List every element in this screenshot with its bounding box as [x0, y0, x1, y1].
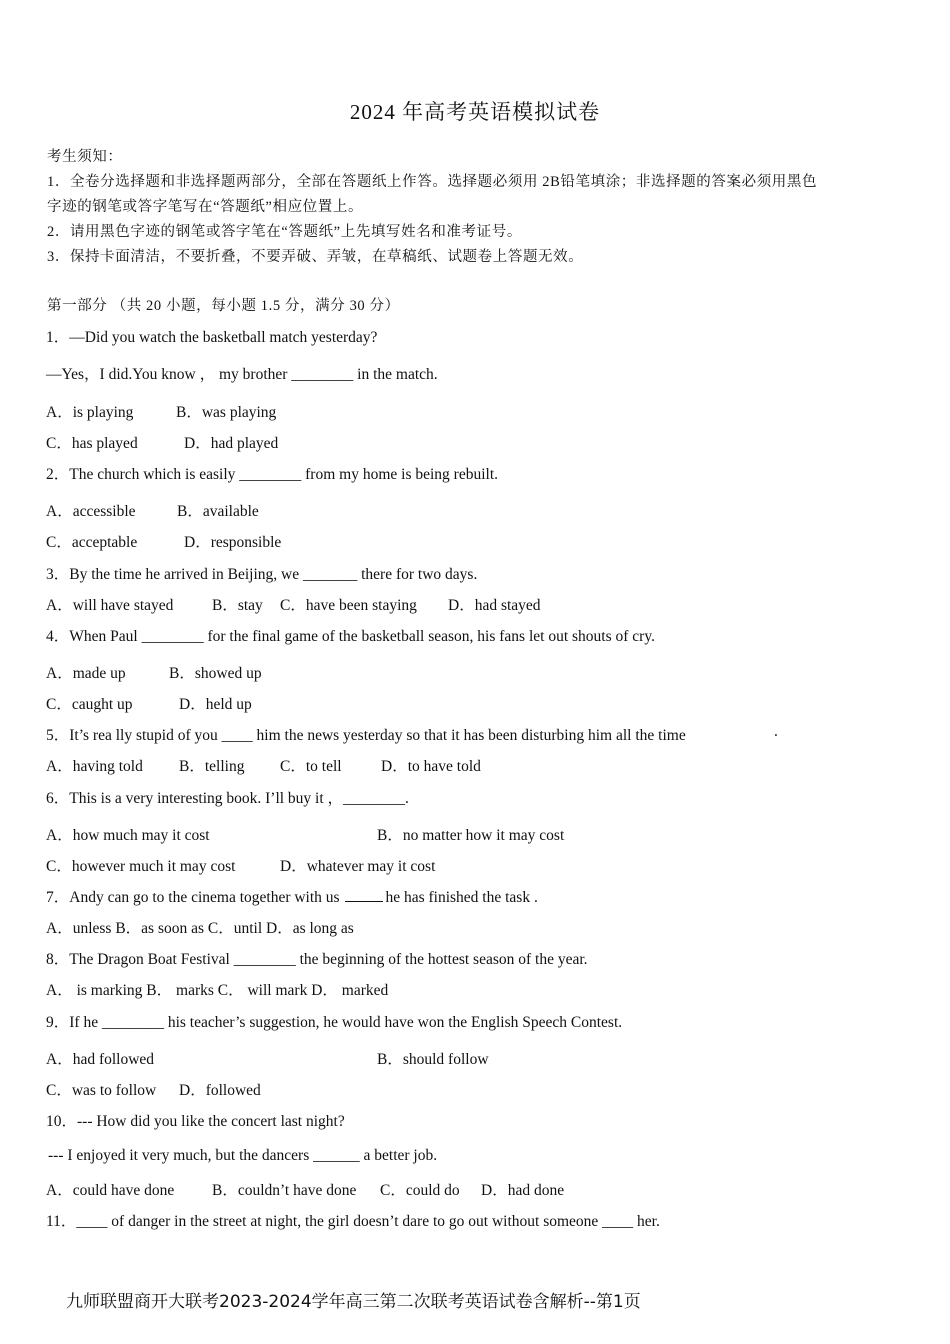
option-a: A．could have done	[46, 1182, 175, 1199]
question-stem-part: 7．Andy can go to the cinema together with us	[46, 889, 340, 906]
notice-item: 3．保持卡面清洁，不要折叠，不要弄破、弄皱，在草稿纸、试题卷上答题无效。	[47, 249, 584, 265]
option-a: A．how much may it cost	[46, 827, 210, 844]
question-stem: 6．This is a very interesting book. I’ll buy it ，________.	[46, 790, 409, 807]
question-stem: 11．____ of danger in the street at night, the girl doesn’t dare to go out without someone ____ her.	[46, 1213, 660, 1230]
notice-item: 1．全卷分选择题和非选择题两部分，全部在答题纸上作答。选择题必须用 2B铅笔填涂；非选择题的答案必须用黑色	[47, 174, 818, 190]
question-stem: 5．It’s rea lly stupid of you ____ him the news yesterday so that it has been disturbing him all the time	[46, 727, 686, 744]
option-b: B．was playing	[176, 404, 277, 421]
option-a: A．made up	[46, 665, 126, 682]
option-b: B．showed up	[169, 665, 262, 682]
option-c: C．however much it may cost	[46, 858, 236, 875]
question-stem	[46, 885, 538, 907]
option-a: A．will have stayed	[46, 597, 174, 614]
option-d: D．held up	[179, 696, 252, 713]
option-d: D．had played	[184, 435, 279, 452]
option-a: A．had followed	[46, 1051, 155, 1068]
option-c: C．acceptable	[46, 534, 138, 551]
question-stem: 4．When Paul ________ for the final game of the basketball season, his fans let out shouts of cry.	[46, 628, 655, 645]
option-d: D．followed	[179, 1082, 261, 1099]
question-stem: --- I enjoyed it very much, but the dancers ______ a better job.	[48, 1147, 438, 1164]
question-stem: —Yes，I did.You know ， my brother ________ in the match.	[46, 366, 438, 383]
option-c: C．could do	[380, 1182, 460, 1199]
options-line: A．unless B．as soon as C．until D．as long as	[46, 920, 354, 937]
answer-blank	[345, 889, 383, 902]
option-c: C．has played	[46, 435, 138, 452]
notice-item: 2．请用黑色字迹的钢笔或答字笔在“答题纸”上先填写姓名和准考证号。	[47, 224, 522, 240]
option-c: C．have been staying	[280, 597, 417, 614]
question-stem: 1．—Did you watch the basketball match yesterday?	[46, 329, 378, 346]
page-footer: 九师联盟商开大联考2023-2024学年高三第二次联考英语试卷含解析--第1页	[66, 1292, 641, 1312]
question-stem: 10．--- How did you like the concert last night?	[46, 1113, 345, 1130]
option-d: D．responsible	[184, 534, 282, 551]
option-b: B．telling	[179, 758, 245, 775]
option-c: C．to tell	[280, 758, 342, 775]
option-d: D．whatever may it cost	[280, 858, 436, 875]
option-a: A．is playing	[46, 404, 134, 421]
options-line: A． is marking B． marks C． will mark D． marked	[46, 982, 389, 999]
section-heading: 第一部分 （共 20 小题，每小题 1.5 分，满分 30 分）	[47, 298, 400, 314]
option-a: A．having told	[46, 758, 143, 775]
option-c: C．was to follow	[46, 1082, 157, 1099]
question-stem: 2．The church which is easily ________ from my home is being rebuilt.	[46, 466, 498, 483]
option-b: B．stay	[212, 597, 263, 614]
option-d: D．to have told	[381, 758, 481, 775]
option-a: A．accessible	[46, 503, 136, 520]
question-stem-part: he has finished the task .	[385, 889, 538, 906]
notice-item: 字迹的钢笔或答字笔写在“答题纸”相应位置上。	[47, 199, 364, 215]
option-b: B．available	[177, 503, 259, 520]
question-end-mark: .	[774, 723, 778, 740]
option-c: C．caught up	[46, 696, 133, 713]
question-stem: 8．The Dragon Boat Festival ________ the beginning of the hottest season of the year.	[46, 951, 588, 968]
notice-heading: 考生须知：	[47, 149, 123, 165]
option-b: B．no matter how it may cost	[377, 827, 565, 844]
question-stem: 9．If he ________ his teacher’s suggestion, he would have won the English Speech Contest.	[46, 1014, 623, 1031]
option-d: D．had done	[481, 1182, 565, 1199]
option-b: B．couldn’t have done	[212, 1182, 357, 1199]
option-b: B．should follow	[377, 1051, 489, 1068]
option-d: D．had stayed	[448, 597, 541, 614]
page-title: 2024 年高考英语模拟试卷	[349, 100, 601, 124]
question-stem: 3．By the time he arrived in Beijing, we _______ there for two days.	[46, 566, 478, 583]
